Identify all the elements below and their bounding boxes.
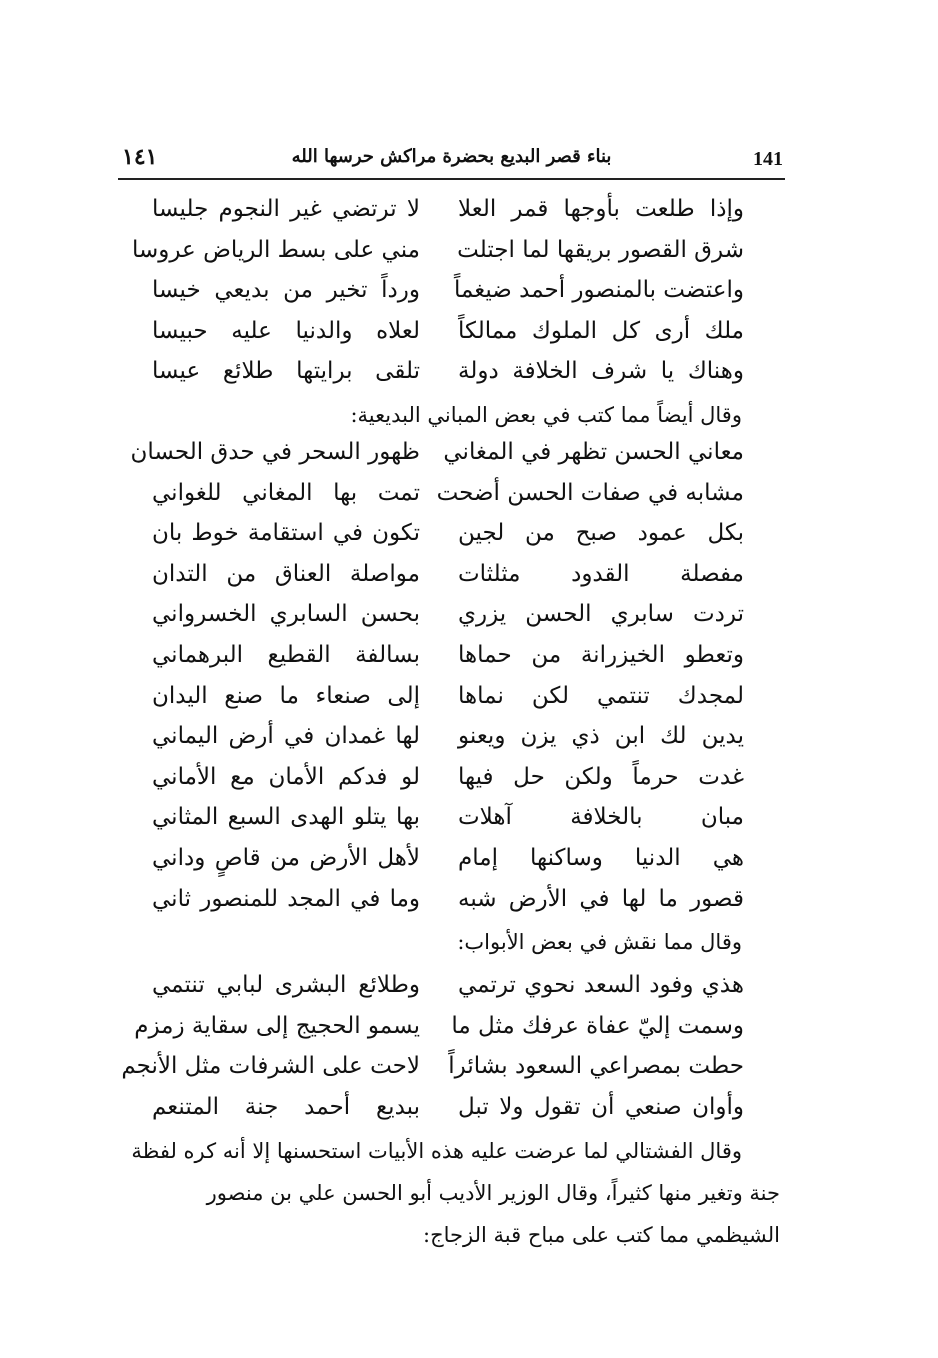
poem-couplet	[100, 233, 780, 274]
second-hemistich: بحسن السابري الخسرواني	[152, 601, 420, 628]
first-hemistich: مفصلة القدود مثلثات	[458, 560, 744, 587]
running-title: بناء قصر البديع بحضرة مراكش حرسها الله	[291, 146, 612, 167]
prose-line: جنة وتغير منها كثيراً، وقال الوزير الأديب أبو الحسن علي بن منصور	[206, 1181, 780, 1206]
first-hemistich: ملك أرى كل الملوك ممالكاً	[458, 317, 744, 344]
poem-couplet	[100, 476, 780, 517]
first-hemistich: واعتضت بالمنصور أحمد ضيغماً	[453, 277, 744, 304]
second-hemistich: لا ترتضي غير النجوم جليسا	[152, 196, 420, 222]
second-hemistich: إلى صنعاء ما صنع اليدان	[152, 682, 420, 709]
poem-couplet	[100, 719, 780, 760]
first-hemistich: شرق القصور بريقها لما اجتلت	[457, 236, 744, 263]
first-hemistich: حطت بمصراعي السعود بشائراً	[448, 1053, 744, 1080]
page-number-arabic: ١٤١	[122, 144, 158, 170]
first-hemistich: وهناك يا شرف الخلافة دولة	[458, 358, 744, 385]
poem-couplet	[100, 435, 780, 476]
poem-couplet	[100, 1009, 780, 1050]
prose-line: الشيظمي مما كتب على مباح قبة الزجاج:	[423, 1223, 780, 1248]
second-hemistich: تكون في استقامة خوط بان	[152, 520, 420, 547]
second-hemistich: بها يتلو الهدى السبع المثاني	[152, 804, 420, 831]
first-hemistich: بكل عمود صبح من لجين	[458, 520, 744, 547]
poem-couplet	[100, 968, 780, 1009]
second-hemistich: مني على بسط الرياض عروسا	[131, 236, 420, 263]
first-hemistich: وأوان صنعي أن تقول ولا تبل	[458, 1093, 744, 1120]
second-hemistich: تمت بها المغاني للغواني	[152, 479, 420, 506]
page-header	[118, 140, 785, 180]
first-hemistich: يدين لك ابن ذي يزن ويعنو	[458, 723, 744, 750]
second-hemistich: لأهل الأرض من قاصٍ وداني	[152, 844, 420, 871]
first-hemistich: لمجدك تنتمي لكن نماها	[458, 682, 744, 709]
first-hemistich: مبان بالخلافة آهلات	[458, 804, 744, 831]
first-hemistich: وسمت إليّ عفاة عرفك مثل ما	[451, 1012, 744, 1039]
poem-couplet	[100, 516, 780, 557]
second-hemistich: مواصلة العناق من التدان	[152, 560, 420, 587]
first-hemistich: وتعطو الخيزرانة من حماها	[458, 641, 744, 668]
first-hemistich: مشابه في صفات الحسن أضحت	[436, 479, 744, 506]
poem-couplet	[100, 760, 780, 801]
poem-couplet	[100, 882, 780, 923]
poem-couplet	[100, 314, 780, 355]
second-hemistich: وطلائع البشرى لبابي تنتمي	[152, 972, 420, 999]
prose-paragraph	[100, 1130, 780, 1256]
poem-couplet	[100, 273, 780, 314]
first-hemistich: قصور ما لها في الأرض شبه	[458, 885, 744, 912]
poem-couplet	[100, 557, 780, 598]
second-hemistich: ورداً تخير من بديعي خيسا	[152, 277, 420, 304]
second-hemistich: ظهور السحر في حدق الحسان	[130, 438, 420, 465]
first-hemistich: تردت سابري الحسن يزري	[458, 601, 744, 628]
second-hemistich: وما في المجد للمنصور ثاني	[152, 885, 420, 912]
first-hemistich: وإذا طلعت بأوجها قمر العلا	[458, 196, 744, 222]
second-hemistich: لو فدكم الأمان مع الأماني	[152, 763, 420, 790]
second-hemistich: لعلاه والدنيا عليه حبيسا	[152, 317, 420, 344]
page-number-latin: 141	[753, 148, 783, 170]
poem-couplet	[100, 1049, 780, 1090]
second-hemistich: لاحت على الشرفات مثل الأنجم	[121, 1053, 420, 1080]
page-body	[100, 192, 780, 1256]
poem-couplet	[100, 638, 780, 679]
second-hemistich: لها غمدان في أرض اليماني	[152, 723, 420, 750]
first-hemistich: غدت حرماً ولكن حل فيها	[458, 763, 744, 790]
poem-couplet	[100, 841, 780, 882]
second-hemistich: يسمو الحجيج إلى سقاية زمزم	[134, 1012, 420, 1039]
second-hemistich: تلقى برايتها طلائع عيسا	[152, 358, 420, 385]
poem-couplet	[100, 800, 780, 841]
second-hemistich: بسالفة القطيع البرهماني	[152, 641, 420, 668]
poem-couplet	[100, 597, 780, 638]
second-hemistich: ببديع أحمد جنة المتنعم	[152, 1093, 420, 1120]
first-hemistich: هذي وفود السعد نحوي ترتمي	[458, 972, 744, 999]
first-hemistich: هي الدنيا وساكنها إمام	[458, 844, 744, 871]
first-hemistich: معاني الحسن تظهر في المغاني	[443, 438, 744, 465]
poem-couplet	[100, 354, 780, 395]
poem-couplet	[100, 1090, 780, 1131]
section-intro: وقال أيضاً مما كتب في بعض المباني البديعية:	[350, 402, 742, 427]
section-intro: وقال مما نقش في بعض الأبواب:	[457, 930, 742, 955]
prose-line: وقال الفشتالي لما عرضت عليه هذه الأبيات استحسنها إلا أنه كره لفظة	[131, 1139, 742, 1164]
poem-couplet	[100, 192, 780, 233]
poem-couplet	[100, 679, 780, 720]
